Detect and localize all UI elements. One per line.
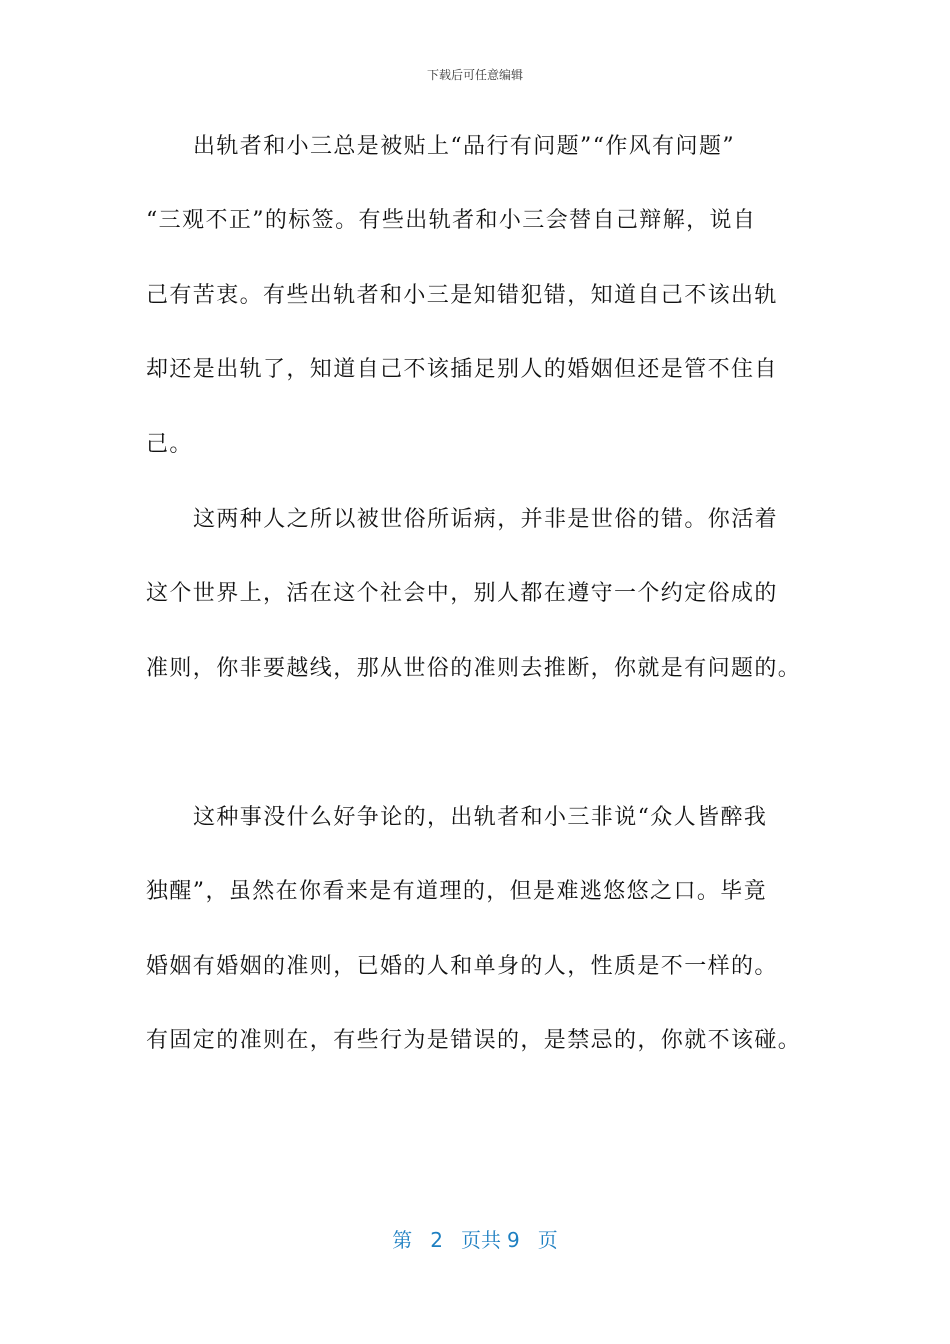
paragraph-2-line-3: 准则，你非要越线，那从世俗的准则去推断，你就是有问题的。 bbox=[146, 656, 802, 681]
page-counter-suffix: 页 bbox=[537, 1228, 558, 1252]
page-counter-middle: 页共 bbox=[461, 1228, 501, 1252]
paragraph-3-line-3: 婚姻有婚姻的准则，已婚的人和单身的人，性质是不一样的。 bbox=[146, 954, 778, 979]
paragraph-1-line-2: “三观不正”的标签。有些出轨者和小三会替自己辩解，说自 bbox=[146, 208, 757, 233]
paragraph-1-line-5: 己。 bbox=[146, 432, 193, 457]
page-counter-prefix: 第 bbox=[392, 1228, 413, 1252]
paragraph-2-line-2: 这个世界上，活在这个社会中，别人都在遵守一个约定俗成的 bbox=[146, 581, 778, 606]
paragraph-3-line-4: 有固定的准则在，有些行为是错误的，是禁忌的，你就不该碰。 bbox=[146, 1028, 802, 1053]
paragraph-1-line-3: 己有苦衷。有些出轨者和小三是知错犯错，知道自己不该出轨 bbox=[146, 283, 778, 308]
paragraph-1-line-1: 出轨者和小三总是被贴上“品行有问题”“作风有问题” bbox=[193, 134, 735, 159]
paragraph-1-line-4: 却还是出轨了，知道自己不该插足别人的婚姻但还是管不住自 bbox=[146, 357, 778, 382]
header-note: 下载后可任意编辑 bbox=[426, 68, 523, 82]
page-counter bbox=[0, 1224, 950, 1253]
paragraph-2-line-1: 这两种人之所以被世俗所诟病，并非是世俗的错。你活着 bbox=[193, 507, 779, 532]
page-counter-total: 9 bbox=[507, 1228, 520, 1252]
paragraph-3-line-1: 这种事没什么好争论的，出轨者和小三非说“众人皆醉我 bbox=[193, 805, 768, 830]
paragraph-3-line-2: 独醒”，虽然在你看来是有道理的，但是难逃悠悠之口。毕竟 bbox=[146, 879, 768, 904]
page-counter-current: 2 bbox=[430, 1228, 443, 1252]
